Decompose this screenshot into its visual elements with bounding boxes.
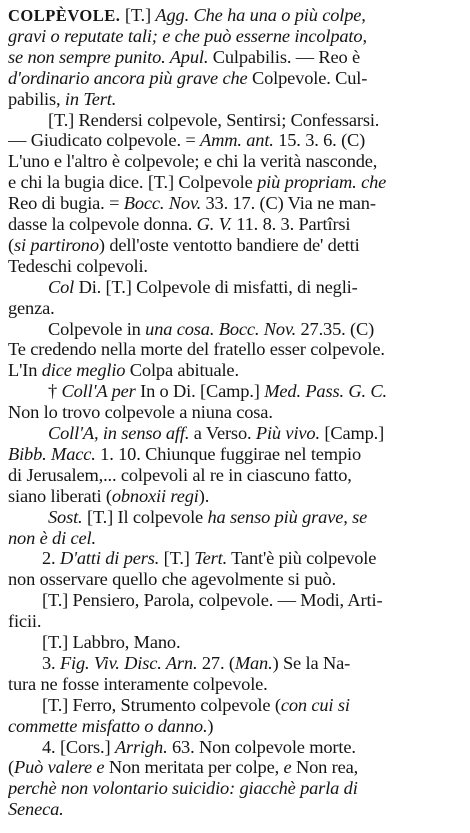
entry-text: [Camp.] bbox=[319, 423, 385, 443]
entry-text: ) Se la Na- bbox=[272, 652, 351, 673]
italic-text: Amm. ant. bbox=[200, 130, 274, 151]
entry-text: 33. 17. (C) Via ne man- bbox=[201, 193, 376, 214]
entry-text: Tant'è più colpevole bbox=[227, 548, 377, 569]
entry-text: Colpevole. Cul- bbox=[247, 67, 368, 88]
italic-text: e bbox=[283, 757, 292, 778]
entry-text: Culpabilis. — Reo è bbox=[208, 46, 361, 67]
italic-text: Seneca. bbox=[8, 799, 64, 820]
entry-text: tura ne fosse interamente colpevole. bbox=[8, 673, 268, 694]
entry-text: Tedeschi colpevoli. bbox=[8, 255, 148, 276]
entry-text: Non rea, bbox=[291, 757, 359, 778]
entry-text: [T.] Pensiero, Parola, colpevole. — Modi, Arti- bbox=[42, 590, 383, 611]
italic-text: si partirono bbox=[13, 234, 99, 255]
italic-text: obnoxii regi bbox=[111, 485, 199, 506]
entry-text: genza. bbox=[8, 297, 55, 318]
entry-text: — Giudicato colpevole. = bbox=[8, 130, 201, 151]
entry-text: ficii. bbox=[8, 611, 42, 632]
entry-text: 11. 8. 3. Partîrsi bbox=[231, 214, 351, 234]
entry-text: 1. 10. Chiunque fuggirae nel tempio bbox=[95, 443, 362, 464]
entry-text: 15. 3. 6. (C) bbox=[273, 130, 366, 151]
italic-text: una cosa. Bocc. Nov. bbox=[145, 318, 297, 339]
entry-text: dasse la colpevole donna. bbox=[8, 214, 197, 234]
italic-text: Coll'A, in senso aff. bbox=[48, 423, 190, 443]
italic-text: perchè non volontario suicidio: giacchè parla di bbox=[8, 778, 358, 799]
italic-text: Fig. Viv. Disc. Arn. bbox=[59, 652, 198, 673]
italic-text: commette misfatto o danno. bbox=[8, 715, 208, 736]
italic-text: se non sempre punito. Apul. bbox=[8, 46, 209, 67]
italic-text: Sost. bbox=[48, 506, 83, 527]
entry-text: siano liberati ( bbox=[8, 485, 112, 506]
entry-text: 63. Non colpevole morte. bbox=[167, 736, 356, 757]
entry-text: [T.] bbox=[159, 548, 195, 569]
italic-text: G. V. bbox=[196, 214, 232, 234]
entry-text: [T.] bbox=[120, 5, 156, 25]
entry-text: 2. bbox=[42, 548, 60, 569]
entry-text: [T.] Labbro, Mano. bbox=[42, 632, 181, 652]
entry-text: ( bbox=[8, 234, 14, 255]
entry-line bbox=[8, 797, 462, 822]
italic-text: Med. Pass. G. C. bbox=[264, 381, 387, 402]
italic-text: Coll'A per bbox=[61, 381, 136, 402]
entry-text: non osservare quello che agevolmente si può. bbox=[8, 569, 336, 590]
italic-text: Tert. bbox=[194, 548, 228, 569]
italic-text: Bocc. Nov. bbox=[123, 193, 202, 214]
italic-text: Man. bbox=[234, 652, 273, 673]
entry-text: Di. [T.] Colpevole di misfatti, di negli- bbox=[74, 276, 358, 297]
entry-text: pabilis, bbox=[8, 88, 65, 109]
italic-text: non è di cel. bbox=[8, 527, 96, 548]
headword: COLPÈVOLE. bbox=[8, 6, 121, 25]
italic-text: d'ordinario ancora più grave che bbox=[8, 67, 248, 88]
entry-text: Colpevole in bbox=[48, 318, 146, 339]
italic-text: con cui si bbox=[280, 694, 350, 715]
entry-text: ) bbox=[207, 715, 214, 736]
entry-text: Non meritata per colpe, bbox=[104, 757, 284, 778]
italic-text: Più vivo. bbox=[255, 423, 320, 443]
entry-text: L'In bbox=[8, 360, 42, 381]
italic-text: D'atti di pers. bbox=[59, 548, 160, 569]
italic-text: Può valere e bbox=[13, 757, 105, 778]
entry-text: 27. ( bbox=[197, 652, 235, 673]
entry-text: † bbox=[48, 381, 62, 402]
entry-text: ). bbox=[198, 485, 210, 506]
italic-text: dice meglio bbox=[41, 360, 126, 381]
entry-text: [T.] Il colpevole bbox=[82, 506, 208, 527]
entry-text: L'uno e l'altro è colpevole; e chi la verità nasconde, bbox=[8, 151, 378, 172]
italic-text: Bibb. Macc. bbox=[8, 443, 96, 464]
entry-text: 3. bbox=[42, 652, 60, 673]
entry-text: a Verso. bbox=[189, 423, 256, 443]
entry-text: Colpa abituale. bbox=[125, 360, 239, 381]
italic-text: ha senso più grave, se bbox=[207, 506, 368, 527]
entry-text: e chi la bugia dice. [T.] Colpevole bbox=[8, 172, 258, 193]
entry-text: [T.] Rendersi colpevole, Sentirsi; Confessarsi. bbox=[48, 109, 380, 130]
entry-text: In o Di. [Camp.] bbox=[135, 381, 265, 402]
entry-text: Te credendo nella morte del fratello esser colpevole. bbox=[8, 339, 385, 360]
italic-text: Col bbox=[48, 276, 75, 297]
italic-text: gravi o reputate tali; e che può esserne incolpato, bbox=[8, 25, 367, 46]
italic-text: più propriam. che bbox=[257, 172, 387, 193]
entry-text: Reo di bugia. = bbox=[8, 193, 124, 214]
italic-text: in Tert. bbox=[64, 88, 117, 109]
entry-text: 27.35. (C) bbox=[296, 318, 375, 339]
entry-text: ( bbox=[8, 757, 14, 778]
entry-text: di Jerusalem,... colpevoli al re in ciascuno fatto, bbox=[8, 464, 352, 485]
entry-text: ) dell'oste ventotto bandiere de' detti bbox=[98, 234, 360, 255]
italic-text: Arrigh. bbox=[114, 736, 168, 757]
entry-text: Non lo trovo colpevole a niuna cosa. bbox=[8, 402, 273, 423]
entry-text: [T.] Ferro, Strumento colpevole ( bbox=[42, 694, 281, 715]
italic-text: Agg. Che ha una o più colpe, bbox=[155, 5, 366, 25]
entry-text: 4. [Cors.] bbox=[42, 736, 115, 757]
